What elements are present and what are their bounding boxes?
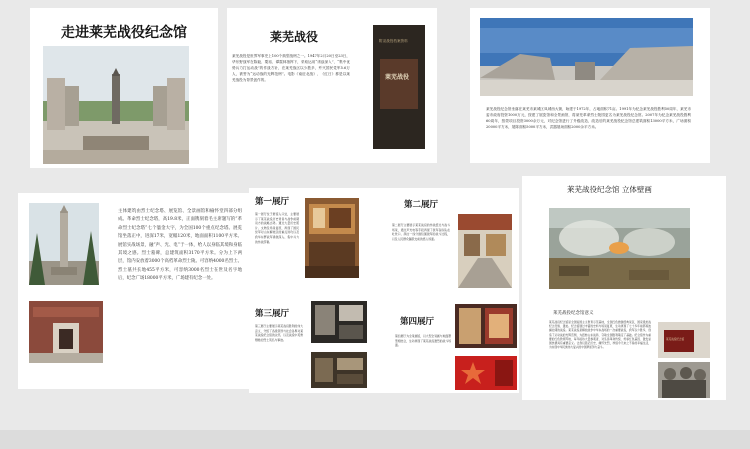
hall4-flag-photo [455, 356, 517, 390]
panel-exhibition-halls [249, 188, 519, 393]
plaque-photo [658, 322, 710, 358]
exhibition-hall-photo [29, 301, 103, 363]
mural-title: 莱芜战役纪念馆 立体壁画 [567, 185, 652, 194]
hall1-title: 第一展厅 [255, 197, 290, 207]
significance-text: 莱芜战役纪念馆是全国爱国主义教育示范基地，全国红色旅游经典景区，国家级抗战纪念设施、遗址。纪念馆通过丰富的史料与场景复原，生动再现了七十多年前那场波澜壮阔的战役。莱芜战役是解放战争中华东战场的一次重要战役，我军以少胜多，创造了运动战的光辉范例，为扭转山东战局、夺取全国胜利奠定了基础。纪念馆作为重要的红色教育阵地，每年接待大量参观者，对弘扬革命传统、传承红色基因、激发爱国热情具有重要意义。让我们铭记历史，缅怀先烈，珍惜今天来之不易的幸福生活，为实现中华民族伟大复兴的中国梦而努力奋斗。 [549, 320, 651, 350]
hall2-photo [458, 214, 512, 288]
significance-title: 莱芜战役纪念馆意义 [553, 311, 594, 316]
battle-book-cover [373, 25, 425, 149]
panel-body-text: 莱芜战役纪念馆坐落在莱芜市莱城区凤城西大街，始建于1972年，占地面积71亩。1991年为纪念莱芜战役胜利50周年，莱芜市委市政府投资1000万元，按建了展览馆和全景画馆，将莱芜革命烈士陵园更名为莱芜战役纪念馆。2007年为纪念莱芜战役胜利60周年，按蒙项目投资3000余万元，对纪念馆进行了升级改造，改造后的莱芜战役纪念馆总建筑面积13000平方米，广场面积20000平方米，展陈面积5000平方米，武器展场面积2000余平方米。 [486, 107, 691, 129]
panel-title: 走进莱芜战役纪念馆 [61, 25, 187, 41]
hall1-photo [305, 198, 359, 278]
hall4-photo-top [455, 304, 517, 348]
panel-main-buildings [18, 193, 256, 389]
hall4-title: 第四展厅 [400, 317, 435, 327]
panel-body-text: 主体建筑由烈士纪念塔、展览馆、全景画馆和榆怀堂四部分组成。革命烈士纪念塔，高19.8米，正面镌刻着毛主席题写的“革命烈士纪念塔”七个鎏金大字，为全国100个重点纪念塔。展览馆坐落正中，进深17米，宽幅120米，地面面积1100平方米。展馆实战场景，融“声、光、电”于一体，给人以身临其境和身临其境之感。烈士墓碑，总建筑面积3170平方米。分为上下两层，馆内安放着3000个高档革命烈士陵。可容纳4000名烈士。烈士墓共长地455平方米，可容纳3000名烈士在世及名字地后，纪念广场18000平方米，广场建有纪念一处。 [118, 209, 242, 282]
panoramic-mural-photo [549, 208, 690, 289]
hall3-photo-bottom [311, 352, 367, 388]
bottom-gray-strip [0, 430, 750, 449]
hall3-photo-top [311, 301, 367, 343]
panel-title: 莱芜战役 [270, 30, 319, 44]
panel-mural-and-significance [522, 176, 726, 400]
hall1-text: 第一展厅位于展馆入口处，主要展示了莱芜战役历史背景与战争前期双方的战略态势。通过大量历史照片、文物及场景复原，再现了国民党军对山东解放区的重点进攻以及我华东野战军诱敌深入、集中兵力的作战部署。 [255, 212, 299, 244]
panel-battle-summary [227, 8, 437, 163]
memorial-gate-photo [43, 46, 189, 164]
museum-building-photo [480, 18, 693, 96]
panel-museum-overview [470, 8, 710, 163]
hall2-text: 第二展厅主要展示莱芜战役的作战经过与战斗场景，通过声光电等手段再现了我军各纵队在吐丝口、颜庄一线分割包围敌军的战斗过程，以及人民群众踊跃支前的感人场面。 [392, 223, 450, 241]
hall3-text: 第三展厅主要展示莱芜战役胜利的伟大意义，介绍了各级领导与社会各界对莱芜战役纪念馆的关怀，以及战役中英勇牺牲的烈士英名与事迹。 [255, 324, 303, 342]
book-red-panel [380, 59, 418, 109]
hall2-title: 第二展厅 [404, 200, 439, 210]
book-caption: 附录战役档案资料 [379, 39, 408, 43]
panel-body-text: 莱芜战役是世界军事史上100个典型战例之一。1947年2月20日至23日，华东野战军在陈毅、粟裕、谭震林指挥下，采取运用“诱敌深入”、“集中优势兵力打运动战”的作战方针，在莱芜战区以少胜多，歼灭国民党军5.6万人，被誉为“运动战的光辉范例”。电影《南征北战》、《红日》都是以莱芜战役为背景创作的。 [232, 54, 350, 82]
book-title-text: 莱芜战役 [385, 74, 410, 81]
veterans-photo [658, 362, 710, 398]
plaque-text: 莱芜战役纪念馆 [666, 338, 685, 341]
panel-memorial-intro [30, 8, 218, 168]
hall4-text: 第四展厅为全景画馆，以大型全景画与地面塑型相结合，生动再现了莱芜战役激烈的战斗场面。 [395, 334, 451, 348]
hall3-title: 第三展厅 [255, 309, 290, 319]
memorial-tower-photo [29, 203, 99, 285]
